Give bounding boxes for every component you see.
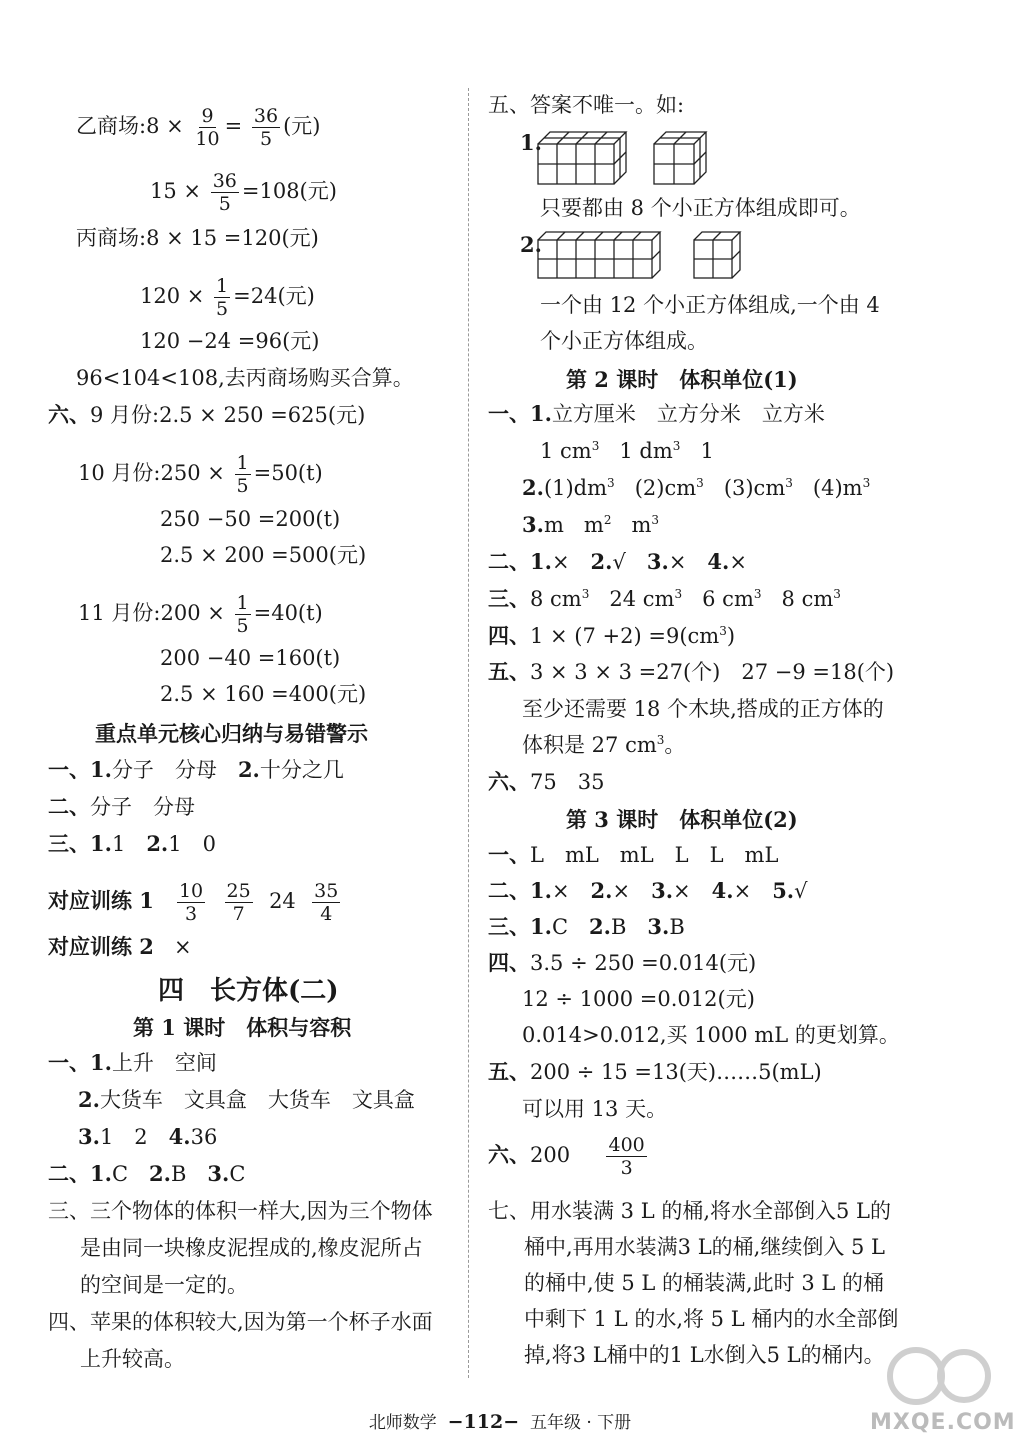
fraction: $\frac{25}{7}$	[226, 880, 251, 925]
cube-figures-2	[536, 228, 746, 284]
wu-1-text: 只要都由 8 个小正方体组成即可。	[540, 196, 861, 220]
lesson-3-part-7-line-1: 七、用水装满 3 L 的桶,将水全部倒入5 L的	[488, 1199, 891, 1223]
lesson-3-part-3: 三、1.C 2.B 3.B	[488, 914, 685, 939]
cube-2x2x2	[654, 132, 706, 184]
lesson-1-part-2: 二、1.C 2.B 3.C	[48, 1161, 246, 1186]
lesson-3-part-5: 五、200 ÷ 15 =13(天)……5(mL)	[488, 1059, 822, 1084]
cuboid-6x1x2	[538, 232, 660, 278]
wu-1-label: 1.	[520, 130, 542, 155]
column-divider	[468, 88, 469, 1378]
yi-store-line: 乙商场:8 × $\frac{9}{10}$ = $\frac{36}{5}$ (元)	[76, 105, 321, 150]
lesson-3-part-4-line-2: 12 ÷ 1000 =0.012(元)	[522, 987, 755, 1011]
oct-line-2: 250 −50 =200(t)	[160, 507, 341, 531]
wu-2-text-2: 个小正方体组成。	[540, 329, 708, 353]
lesson-2-part-6: 六、75 35	[488, 769, 605, 794]
wu-2-label: 2.	[520, 232, 542, 257]
lesson-1-item-2: 2.大货车 文具盒 大货车 文具盒	[78, 1087, 415, 1112]
lesson-2-part-2: 二、1.× 2.√ 3.× 4.×	[488, 549, 747, 574]
nov-line-3: 2.5 × 160 =400(元)	[160, 682, 367, 706]
fraction: $\frac{1}{5}$	[236, 592, 249, 637]
lesson-2-item-2: $2.(1)dm^3$ $(2)cm^3$ $(3)cm^3$ $(4)m^3$	[522, 475, 871, 500]
six-sep-line: 六、9 月份:2.5 × 250 =625(元)	[48, 402, 366, 427]
footer-grade: 五年级 · 下册	[529, 1413, 632, 1433]
lesson-1-item-3: 3.1 2 4.36	[78, 1124, 218, 1149]
footer-subject: 北师数学	[368, 1413, 437, 1433]
lesson-3-part-7-line-3: 的桶中,使 5 L 的桶装满,此时 3 L 的桶	[524, 1271, 885, 1295]
lesson-3-part-4-line-3: 0.014>0.012,买 1000 mL 的更划算。	[522, 1023, 900, 1047]
lesson-2-part-4: 四、$1 \times (7 +2) =9(cm^3)$	[488, 623, 736, 648]
lesson-1-part-4-line-2: 上升较高。	[80, 1347, 185, 1371]
unit-title: 四 长方体(二)	[158, 976, 339, 1006]
bing-store-line-3: 120 −24 =96(元)	[140, 329, 320, 353]
cuboid-4x1x2	[538, 132, 626, 184]
lesson-2-item-3: 3.m $m^2$ $m^3$	[522, 512, 660, 537]
lesson-2-part-5-line-3: 体积是 27 $cm^3$。	[522, 733, 686, 757]
fraction: $\frac{400}{3}$	[608, 1134, 645, 1179]
key-item-1: 一、1.分子 分母 2.十分之几	[48, 757, 344, 782]
lesson-3-part-1: 一、L mL mL L L mL	[488, 842, 779, 867]
fraction: $\frac{1}{5}$	[216, 275, 229, 320]
wu-2-text-1: 一个由 12 个小正方体组成,一个由 4	[540, 293, 880, 317]
lesson-3-title: 第 3 课时 体积单位(2)	[566, 807, 798, 832]
drill-1: 对应训练 1 $\frac{10}{3}$ $\frac{25}{7}$ 24 $\frac{35}{4}$	[48, 880, 339, 925]
oct-line: 10 月份:250 × $\frac{1}{5}$ =50(t)	[78, 452, 323, 497]
lesson-1-part-3-line-2: 是由同一块橡皮泥捏成的,橡皮泥所占	[80, 1236, 423, 1260]
fraction: $\frac{1}{5}$	[236, 452, 249, 497]
page-footer	[0, 1408, 1000, 1433]
lesson-2-title: 第 2 课时 体积单位(1)	[566, 367, 798, 392]
page-number: −112−	[447, 1411, 520, 1433]
cube-figures-1	[536, 128, 746, 188]
lesson-3-part-4: 四、3.5 ÷ 250 =0.014(元)	[488, 950, 757, 975]
lesson-3-part-7-line-4: 中剩下 1 L 的水,将 5 L 桶内的水全部倒	[524, 1307, 899, 1331]
fraction: $\frac{9}{10}$	[195, 105, 220, 150]
fraction: $\frac{35}{4}$	[314, 880, 339, 925]
lesson-3-part-7-line-2: 桶中,再用水装满3 L的桶,继续倒入 5 L	[524, 1235, 885, 1259]
lesson-1-part-3-line-3: 的空间是一定的。	[80, 1273, 248, 1297]
key-section-title: 重点单元核心归纳与易错警示	[95, 721, 368, 746]
lesson-1-title: 第 1 课时 体积与容积	[133, 1015, 352, 1040]
oct-line-3: 2.5 × 200 =500(元)	[160, 543, 367, 567]
lesson-2-part-3: 三、8 $cm^3$ 24 $cm^3$ 6 $cm^3$ 8 $cm^3$	[488, 586, 841, 611]
lesson-2-item-1b: 1 $cm^3$ 1 $dm^3$ 1	[540, 439, 714, 463]
lesson-3-part-6: 六、200 $\frac{400}{3}$	[488, 1134, 645, 1179]
cuboid-2x1x2	[694, 232, 740, 278]
lesson-2-part-5: 五、3 × 3 × 3 =27(个) 27 −9 =18(个)	[488, 659, 895, 684]
drill-2: 对应训练 2 ×	[48, 934, 192, 959]
key-item-2: 二、分子 分母	[48, 794, 195, 819]
key-item-3: 三、1.1 2.1 0	[48, 831, 216, 856]
lesson-3-part-2: 二、1.× 2.× 3.× 4.× 5.√	[488, 878, 808, 903]
nov-line: 11 月份:200 × $\frac{1}{5}$ =40(t)	[78, 592, 323, 637]
watermark-text: MXQE.COM	[870, 1410, 1016, 1435]
fraction: $\frac{36}{5}$	[212, 170, 237, 215]
fraction: $\frac{10}{3}$	[178, 880, 204, 925]
fraction: $\frac{36}{5}$	[253, 105, 279, 150]
lesson-2-part-5-line-2: 至少还需要 18 个木块,搭成的正方体的	[522, 697, 884, 721]
lesson-1-item-1: 一、1.上升 空间	[48, 1050, 217, 1075]
lesson-3-part-7-line-5: 掉,将3 L桶中的1 L水倒入5 L的桶内。	[524, 1343, 885, 1367]
lesson-1-part-4-line-1: 四、苹果的体积较大,因为第一个杯子水面	[48, 1310, 433, 1334]
lesson-2-item-1: 一、1.立方厘米 立方分米 立方米	[488, 401, 825, 426]
lesson-3-part-5-line-2: 可以用 13 天。	[522, 1097, 668, 1121]
bing-store-line: 丙商场:8 × 15 =120(元)	[76, 226, 319, 250]
compare-line: 96<104<108,去丙商场购买合算。	[76, 366, 414, 390]
wu-heading: 五、答案不唯一。如:	[488, 93, 685, 117]
yi-store-line-2: 15 × $\frac{36}{5}$ =108(元)	[150, 170, 337, 215]
lesson-1-part-3-line-1: 三、三个物体的体积一样大,因为三个物体	[48, 1199, 433, 1223]
nov-line-2: 200 −40 =160(t)	[160, 646, 341, 670]
bing-store-line-2: 120 × $\frac{1}{5}$ =24(元)	[140, 275, 315, 320]
